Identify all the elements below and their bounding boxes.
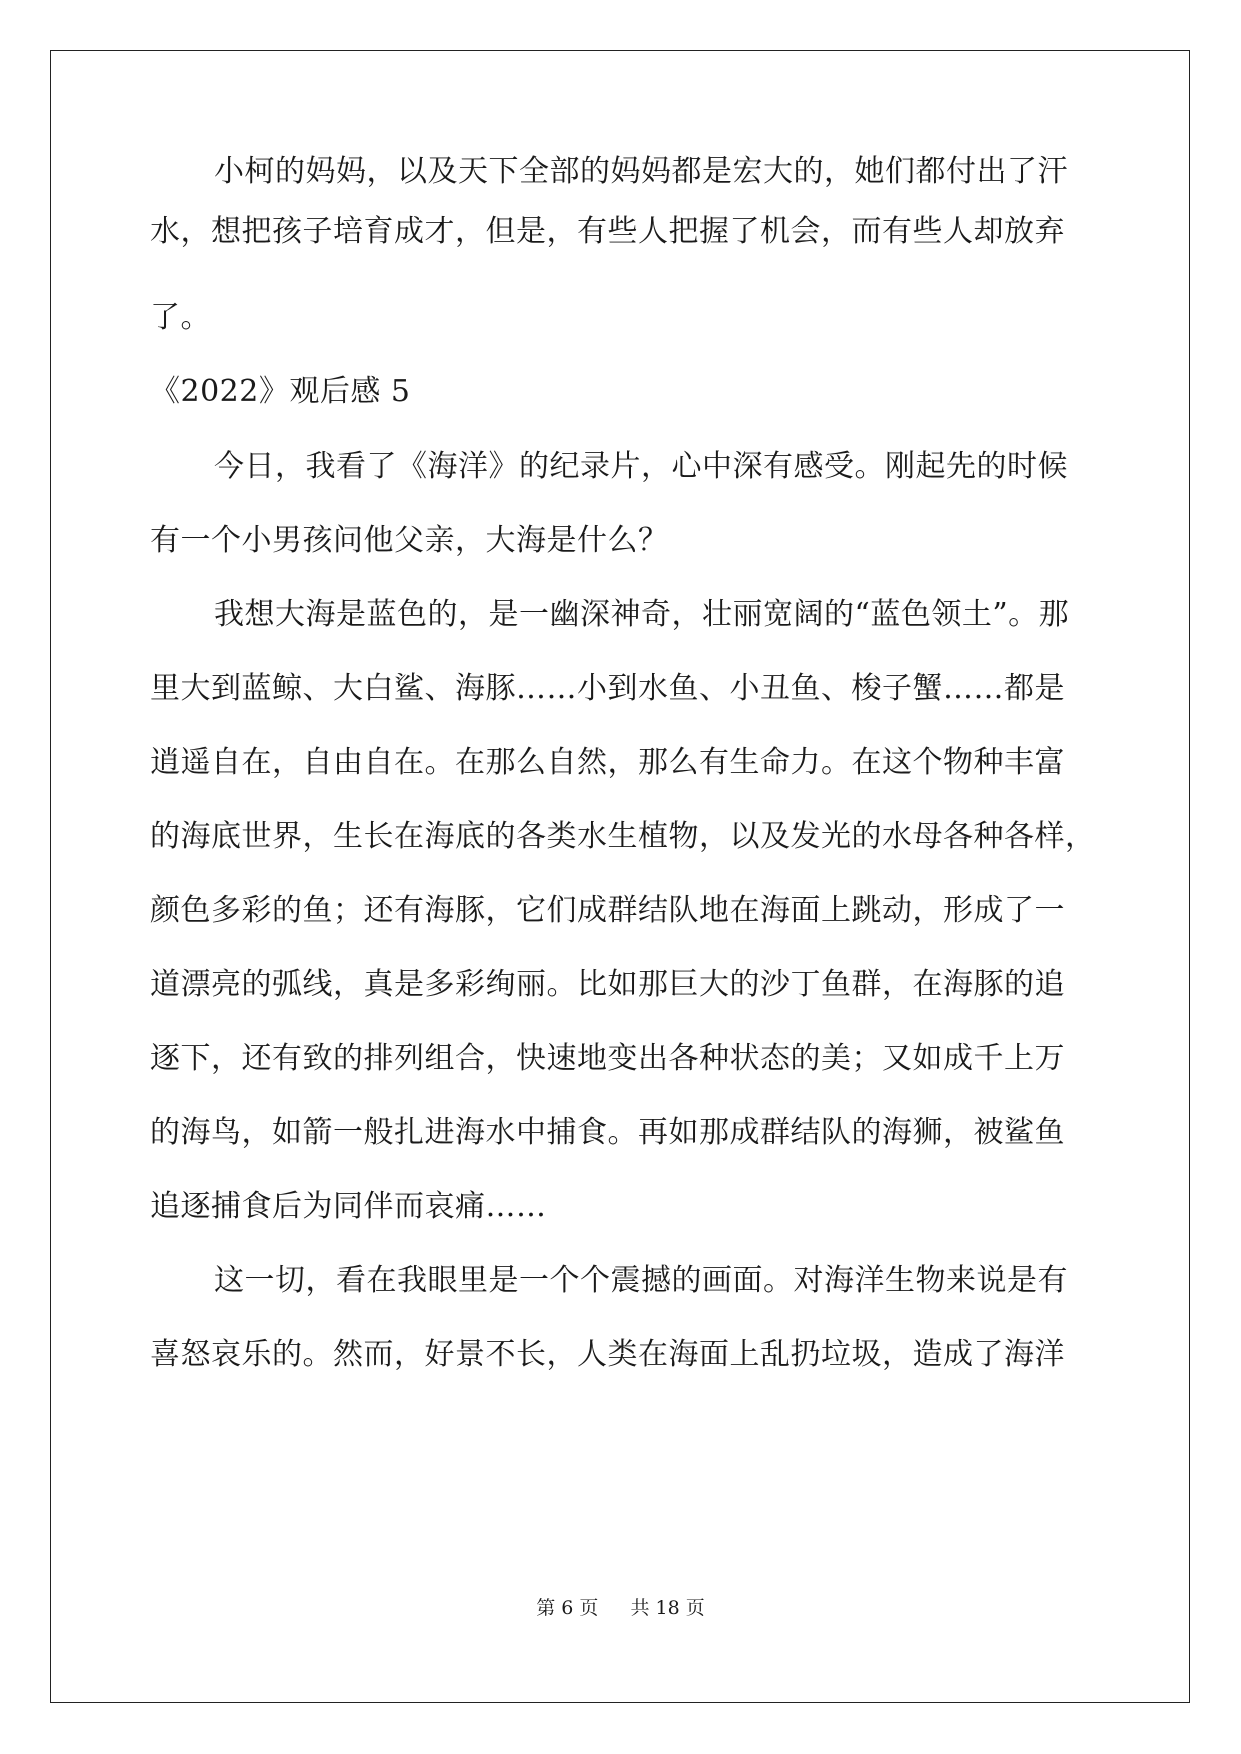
paragraph-line: 的海鸟，如箭一般扎进海水中捕食。再如那成群结队的海狮，被鲨鱼: [150, 1115, 1065, 1150]
paragraph-line: 我想大海是蓝色的，是一幽深神奇，壮丽宽阔的“蓝色领土”。那: [214, 597, 1070, 632]
page-footer: [0, 1596, 1241, 1620]
section-heading: 《2022》观后感 5: [150, 374, 411, 409]
paragraph-line: 道漂亮的弧线，真是多彩绚丽。比如那巨大的沙丁鱼群，在海豚的追: [150, 967, 1065, 1002]
page-number: 第 6 页: [536, 1597, 599, 1619]
paragraph-line: 有一个小男孩问他父亲，大海是什么？: [150, 523, 669, 558]
paragraph-line: 这一切，看在我眼里是一个个震撼的画面。对海洋生物来说是有: [214, 1263, 1068, 1298]
total-pages: 共 18 页: [630, 1597, 705, 1619]
paragraph-line: 里大到蓝鲸、大白鲨、海豚……小到水鱼、小丑鱼、梭子蟹……都是: [150, 671, 1065, 706]
paragraph-line: 水，想把孩子培育成才，但是，有些人把握了机会，而有些人却放弃: [150, 214, 1065, 249]
paragraph-line: 了。: [150, 300, 211, 335]
paragraph-line: 追逐捕食后为同伴而哀痛……: [150, 1189, 547, 1224]
paragraph-line: 逍遥自在，自由自在。在那么自然，那么有生命力。在这个物种丰富: [150, 745, 1065, 780]
paragraph-line: 颜色多彩的鱼；还有海豚，它们成群结队地在海面上跳动，形成了一: [150, 893, 1065, 928]
paragraph-line: 的海底世界，生长在海底的各类水生植物，以及发光的水母各种各样，: [150, 819, 1096, 854]
page-border: [50, 50, 1190, 1703]
paragraph-line: 今日，我看了《海洋》的纪录片，心中深有感受。刚起先的时候: [214, 449, 1068, 484]
paragraph-line: 喜怒哀乐的。然而，好景不长，人类在海面上乱扔垃圾，造成了海洋: [150, 1337, 1065, 1372]
paragraph-line: 逐下，还有致的排列组合，快速地变出各种状态的美；又如成千上万: [150, 1041, 1065, 1076]
paragraph-line: 小柯的妈妈，以及天下全部的妈妈都是宏大的，她们都付出了汗: [214, 154, 1068, 189]
